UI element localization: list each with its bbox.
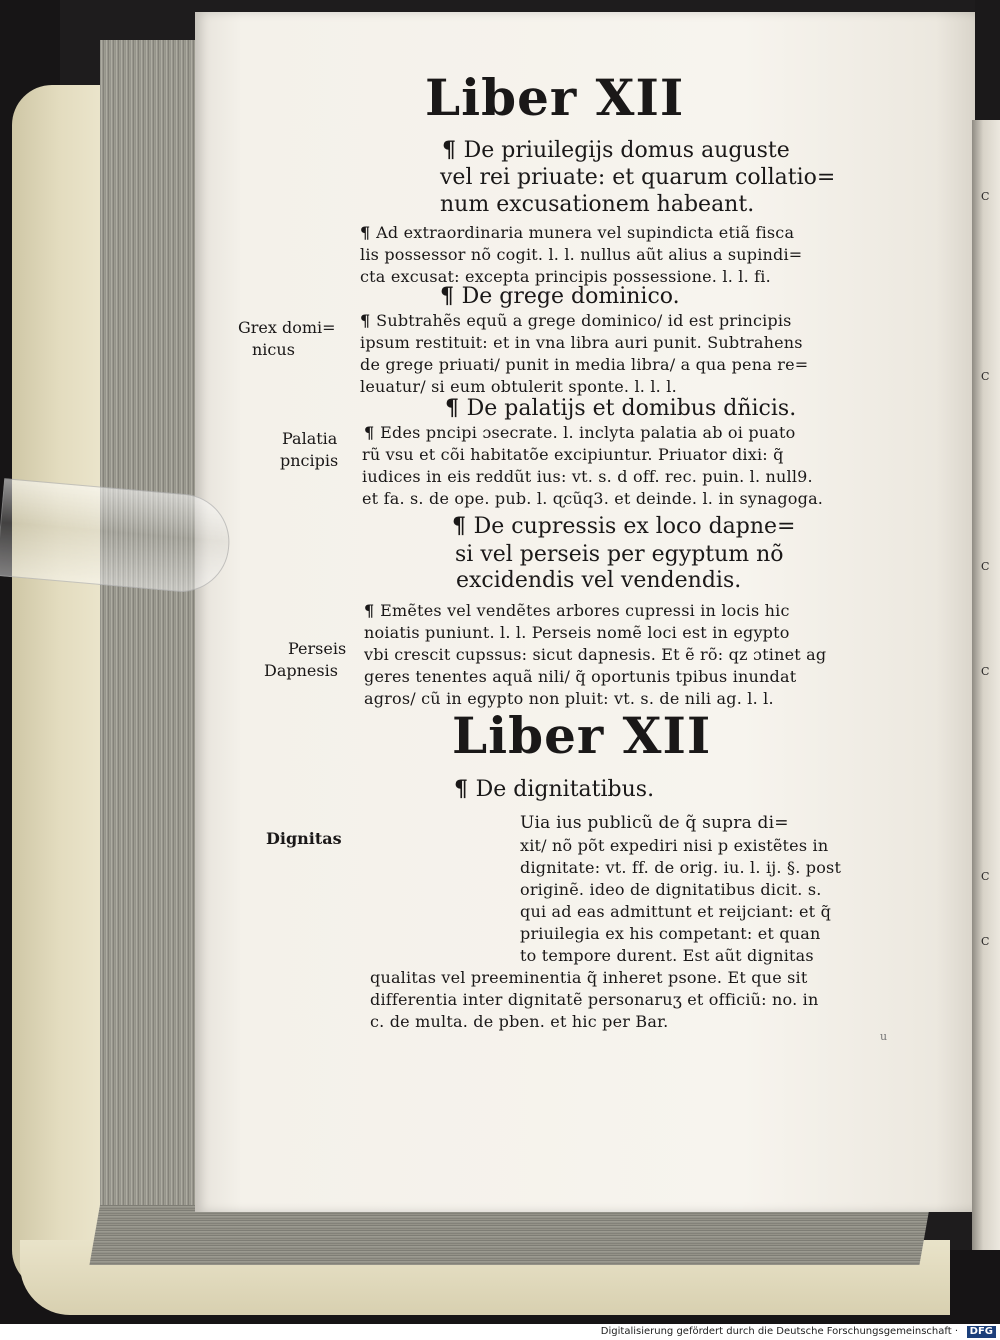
margin-note: Palatia xyxy=(282,429,338,448)
section-rubric-line: ¶ De dignitatibus. xyxy=(454,776,655,802)
body-line: differentia inter dignitatẽ personaruʒ et officiũ: no. in xyxy=(370,990,819,1009)
pilcrow-icon: ¶ xyxy=(364,601,381,620)
body-line: ipsum restituit: et in vna libra auri punit. Subtrahens xyxy=(360,333,803,352)
body-line: qualitas vel preeminentia q̃ inheret psone. Et que sit xyxy=(370,968,808,987)
pilcrow-icon: ¶ xyxy=(360,223,377,242)
pilcrow-icon: ¶ xyxy=(454,776,476,802)
body-line: ¶ Emẽtes vel vendẽtes arbores cupressi in locis hic xyxy=(364,601,790,620)
margin-note: Grex domi= xyxy=(238,318,336,337)
pilcrow-icon: ¶ xyxy=(364,423,381,442)
body-line: to tempore durent. Est aũt dignitas xyxy=(520,946,814,965)
body-line: ¶ Subtrahẽs equũ a grege dominico/ id est principis xyxy=(360,311,792,330)
pilcrow-icon: ¶ xyxy=(442,137,464,163)
body-line: agros/ cũ in egypto non pluit: vt. s. de nili ag. l. l. xyxy=(364,689,774,708)
folio-mark: u xyxy=(880,1030,888,1043)
page-header: Liber XII xyxy=(425,68,685,127)
margin-note: pncipis xyxy=(280,451,339,470)
body-line: originẽ. ideo de dignitatibus dicit. s. xyxy=(520,880,822,899)
body-line: de grege priuati/ punit in media libra/ a qua pena re= xyxy=(360,355,809,374)
margin-note: Dignitas xyxy=(266,829,342,848)
page-fore-edge xyxy=(100,40,200,1240)
facing-page-edge xyxy=(972,120,1000,1250)
body-line: geres tenentes aquã nili/ q̃ oportunis tpibus inundat xyxy=(364,667,797,686)
facing-page-fragment: C xyxy=(981,370,990,383)
body-line: cta excusat: excepta principis possessione. l. l. fi. xyxy=(360,267,771,286)
body-line: Uia ius publicũ de q̃ supra di= xyxy=(520,813,789,833)
page-header-second: Liber XII xyxy=(452,706,712,765)
margin-note: nicus xyxy=(252,340,295,359)
facing-page-fragment: C xyxy=(981,665,990,678)
section-rubric-line: num excusationem habeant. xyxy=(440,192,755,217)
footer-credit: Digitalisierung gefördert durch die Deutsche Forschungsgemeinschaft · xyxy=(600,1326,958,1337)
facing-page-fragment: C xyxy=(981,560,990,573)
body-line: lis possessor nõ cogit. l. l. nullus aũt alius a supindi= xyxy=(360,245,803,264)
margin-note: Dapnesis xyxy=(264,661,338,680)
pilcrow-icon: ¶ xyxy=(452,513,474,539)
body-line: ¶ Edes pncipi ɔsecrate. l. inclyta palatia ab oi puato xyxy=(364,423,796,442)
body-line: priuilegia ex his competant: et quan xyxy=(520,924,821,943)
body-line: leuatur/ si eum obtulerit sponte. l. l. l. xyxy=(360,377,677,396)
body-line: xit/ nõ põt expediri nisi p existẽtes in xyxy=(520,836,829,855)
section-rubric-line: ¶ De priuilegijs domus auguste xyxy=(442,137,790,163)
body-line: dignitate: vt. ff. de orig. iu. l. ij. §. post xyxy=(520,858,842,877)
facing-page-fragment: C xyxy=(981,935,990,948)
facing-page-fragment: C xyxy=(981,870,990,883)
body-line: qui ad eas admittunt et reijciant: et q̃ xyxy=(520,902,832,921)
body-line: rũ vsu et cõi habitatõe excipiuntur. Priuator dixi: q̃ xyxy=(362,445,784,464)
page-bottom-edge xyxy=(89,1205,930,1265)
margin-note: Perseis xyxy=(288,639,347,658)
section-rubric-line: excidendis vel vendendis. xyxy=(456,568,742,593)
section-rubric-line: ¶ De cupressis ex loco dapne= xyxy=(452,513,796,539)
section-rubric-line: ¶ De grege dominico. xyxy=(440,283,680,309)
body-line: noiatis puniunt. l. l. Perseis nomẽ loci est in egypto xyxy=(364,623,790,642)
section-rubric-line: si vel perseis per egyptum nõ xyxy=(455,542,784,567)
section-rubric-line: ¶ De palatijs et domibus dñicis. xyxy=(445,395,797,421)
pilcrow-icon: ¶ xyxy=(445,395,467,421)
body-line: vbi crescit cupssus: sicut dapnesis. Et ẽ rõ: qz ɔtinet ag xyxy=(364,645,827,664)
pilcrow-icon: ¶ xyxy=(440,283,462,309)
pilcrow-icon: ¶ xyxy=(360,311,377,330)
body-line: et fa. s. de ope. pub. l. ɋcũq3. et deinde. l. in synagoga. xyxy=(362,489,824,508)
dfg-logo: DFG xyxy=(967,1326,996,1338)
body-line: iudices in eis reddũt ius: vt. s. d off. rec. puin. l. null9. xyxy=(362,467,813,486)
body-line: ¶ Ad extraordinaria munera vel supindicta etiã fisca xyxy=(360,223,795,242)
body-line: c. de multa. de pben. et hic per Bar. xyxy=(370,1012,669,1031)
section-rubric-line: vel rei priuate: et quarum collatio= xyxy=(440,165,836,190)
facing-page-fragment: C xyxy=(981,190,990,203)
